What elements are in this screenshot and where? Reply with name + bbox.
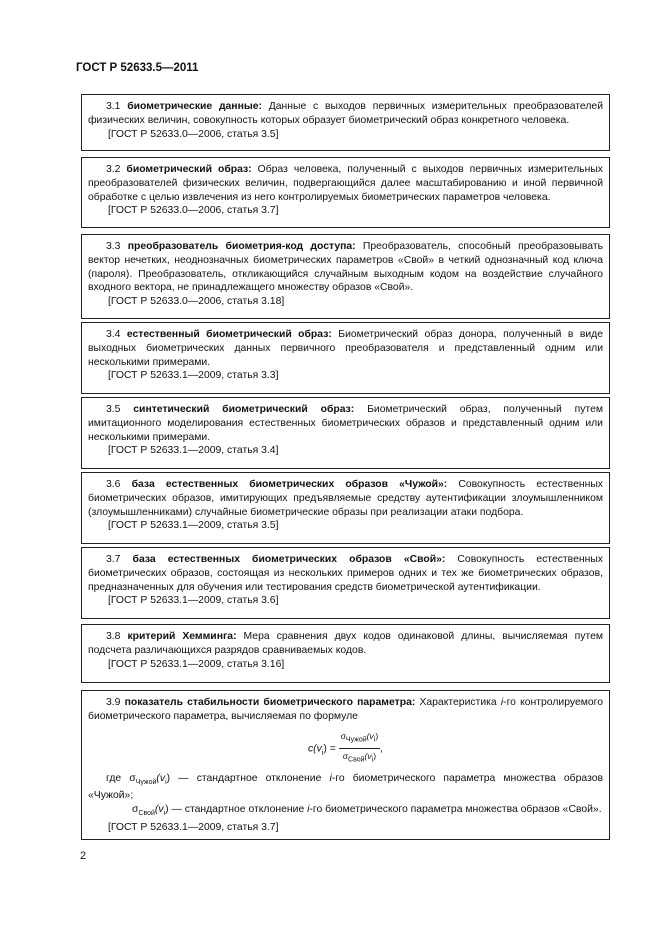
term: критерий Хемминга: [127, 631, 237, 642]
where-subscript: Свой [138, 810, 155, 818]
stability-formula [88, 730, 603, 768]
definition-3-5 [81, 397, 610, 469]
denominator-arg-index: i [371, 756, 374, 764]
term: база естественных биометрических образов «Свой»: [132, 554, 446, 565]
formula-lhs: c(v [307, 743, 322, 755]
formula-comma: , [380, 743, 384, 755]
definition-body: Биометрический образ, полученный путем имитационного моделирования естественных биометрических образов и представленный одним или несколькими примерами. [88, 404, 603, 443]
source-reference: [ГОСТ Р 52633.1—2009, статья 3.16] [108, 658, 285, 670]
source-reference: [ГОСТ Р 52633.0—2006, статья 3.7] [108, 205, 279, 217]
where-arg: (v [154, 804, 164, 816]
formula-equals: ) = [323, 743, 336, 755]
clause-number: 3.2 [106, 164, 121, 175]
clause-number: 3.1 [106, 101, 121, 112]
index-symbol: i [307, 804, 310, 816]
where-text: ) — стандартное отклонение [166, 772, 330, 784]
definition-body: Совокупность естественных биометрических образов, состоящая из нескольких примеров одних и тех же биометрических образов, предназначенных для обучения или тестирования средств биометрической аутентификации. [88, 554, 604, 593]
where-text: ) — стандартное отклонение [165, 804, 308, 816]
definition-text [88, 403, 603, 444]
definition-text [88, 240, 603, 295]
where-subscript: Чужой [135, 778, 157, 786]
clause-number: 3.9 [106, 697, 121, 708]
definition-body: Биометрический образ донора, полученный в виде выходных биометрических данных первичного преобразователя и представленный одним или несколькими примерами. [88, 329, 604, 368]
where-text-rest: -го биометрического параметра множества образов «Чужой»; [88, 772, 604, 802]
subscript-chuzhoy: Чужой [345, 736, 367, 744]
clause-number: 3.7 [106, 554, 121, 565]
subscript-svoy: Свой [348, 756, 365, 764]
denominator-close: ) [373, 751, 377, 762]
document-header: ГОСТ Р 52633.5—2011 [76, 62, 199, 74]
source-reference: [ГОСТ Р 52633.0—2006, статья 3.5] [108, 128, 279, 140]
definition-body: Преобразователь, способный преобразовывать вектор нечетких, неоднозначных биометрических параметров «Свой» в четкий однозначный код ключа (пароля). Преобразователь, откликающийся случайным выходным кодом на воздействие случайного входного вектора, не принадлежащего множеству образов «Свой». [88, 241, 603, 294]
index-symbol: i [329, 772, 332, 784]
term: биометрический образ: [126, 164, 252, 175]
definition-3-6 [81, 472, 610, 544]
numerator-close: ) [375, 730, 379, 741]
definition-body: Мера сравнения двух кодов одинаковой длины, вычисляемая путем подсчета различающихся разрядов сравниваемых кодов. [88, 631, 604, 656]
source-reference: [ГОСТ Р 52633.1—2009, статья 3.5] [108, 520, 279, 532]
term: синтетический биометрический образ: [133, 404, 355, 415]
clause-number: 3.6 [106, 479, 121, 490]
formula-lhs-index: i [321, 749, 324, 757]
definition-text [88, 630, 603, 658]
term: биометрические данные: [127, 101, 262, 112]
denominator-arg: (v [364, 751, 372, 762]
definition-3-2 [81, 157, 610, 228]
definition-body: Образ человека, полученный с выходов первичных измерительных преобразователей физических величин, подвергающийся далее масштабированию и иной первичной обработке с целью извлечения из него контролируемых биометрических параметров человека. [88, 164, 603, 203]
where-arg: (v [156, 772, 166, 784]
formula-denominator [339, 749, 380, 767]
formula-numerator [339, 730, 380, 749]
where-arg-index: i [163, 810, 166, 818]
where-clause-chuzhoy [88, 772, 603, 804]
definition-3-3 [81, 234, 610, 319]
definition-body: Характеристика [415, 697, 501, 708]
page-number: 2 [80, 850, 87, 862]
definition-text [88, 163, 603, 204]
where-text-rest: -го биометрического параметра множества образов «Свой». [309, 804, 602, 816]
source-reference: [ГОСТ Р 52633.1—2009, статья 3.6] [108, 595, 279, 607]
clause-number: 3.3 [106, 241, 121, 252]
sigma-symbol: σ [342, 751, 349, 762]
definition-text [88, 478, 603, 519]
sigma-symbol: σ [132, 804, 139, 816]
definition-3-4 [81, 322, 610, 394]
index-symbol: i [500, 697, 504, 708]
definition-3-9 [81, 690, 610, 840]
definition-3-1 [81, 94, 610, 151]
definition-3-7 [81, 547, 610, 619]
definition-text [88, 100, 603, 128]
definition-text [88, 553, 603, 594]
clause-number: 3.5 [106, 404, 121, 415]
clause-number: 3.8 [106, 631, 121, 642]
source-reference: [ГОСТ Р 52633.1—2009, статья 3.4] [108, 445, 279, 457]
where-label: где σ [106, 772, 136, 784]
definition-body: Совокупность естественных биометрических образов, имитирующих предъявляемые средству аутентификации злоумышленником (злоумышленниками) случайные биометрические образы при реализации атаки подбора. [88, 479, 603, 518]
clause-number: 3.4 [106, 329, 121, 340]
formula-fraction [339, 730, 380, 768]
where-clause-svoy [88, 803, 603, 821]
numerator-arg-index: i [373, 736, 376, 744]
term: преобразователь биометрия-код доступа: [127, 241, 356, 252]
term: естественный биометрический образ: [126, 329, 332, 340]
term: база естественных биометрических образов «Чужой»: [131, 479, 448, 490]
where-arg-index: i [165, 778, 167, 786]
source-reference: [ГОСТ Р 52633.1—2009, статья 3.7] [108, 822, 279, 834]
sigma-symbol: σ [340, 730, 346, 741]
numerator-arg: (v [366, 730, 374, 741]
source-reference: [ГОСТ Р 52633.1—2009, статья 3.3] [108, 370, 279, 382]
definition-text [88, 696, 603, 724]
term: показатель стабильности биометрического параметра: [124, 697, 416, 708]
definition-body-continued: -го контролируемого биометрического параметра, вычисляемая по формуле [88, 697, 603, 722]
source-reference: [ГОСТ Р 52633.0—2006, статья 3.18] [108, 296, 285, 308]
definition-3-8 [81, 624, 610, 683]
definition-text [88, 328, 603, 369]
definition-body: Данные с выходов первичных измерительных преобразователей физических величин, совокупность которых образует биометрический образ конкретного человека. [88, 101, 603, 126]
